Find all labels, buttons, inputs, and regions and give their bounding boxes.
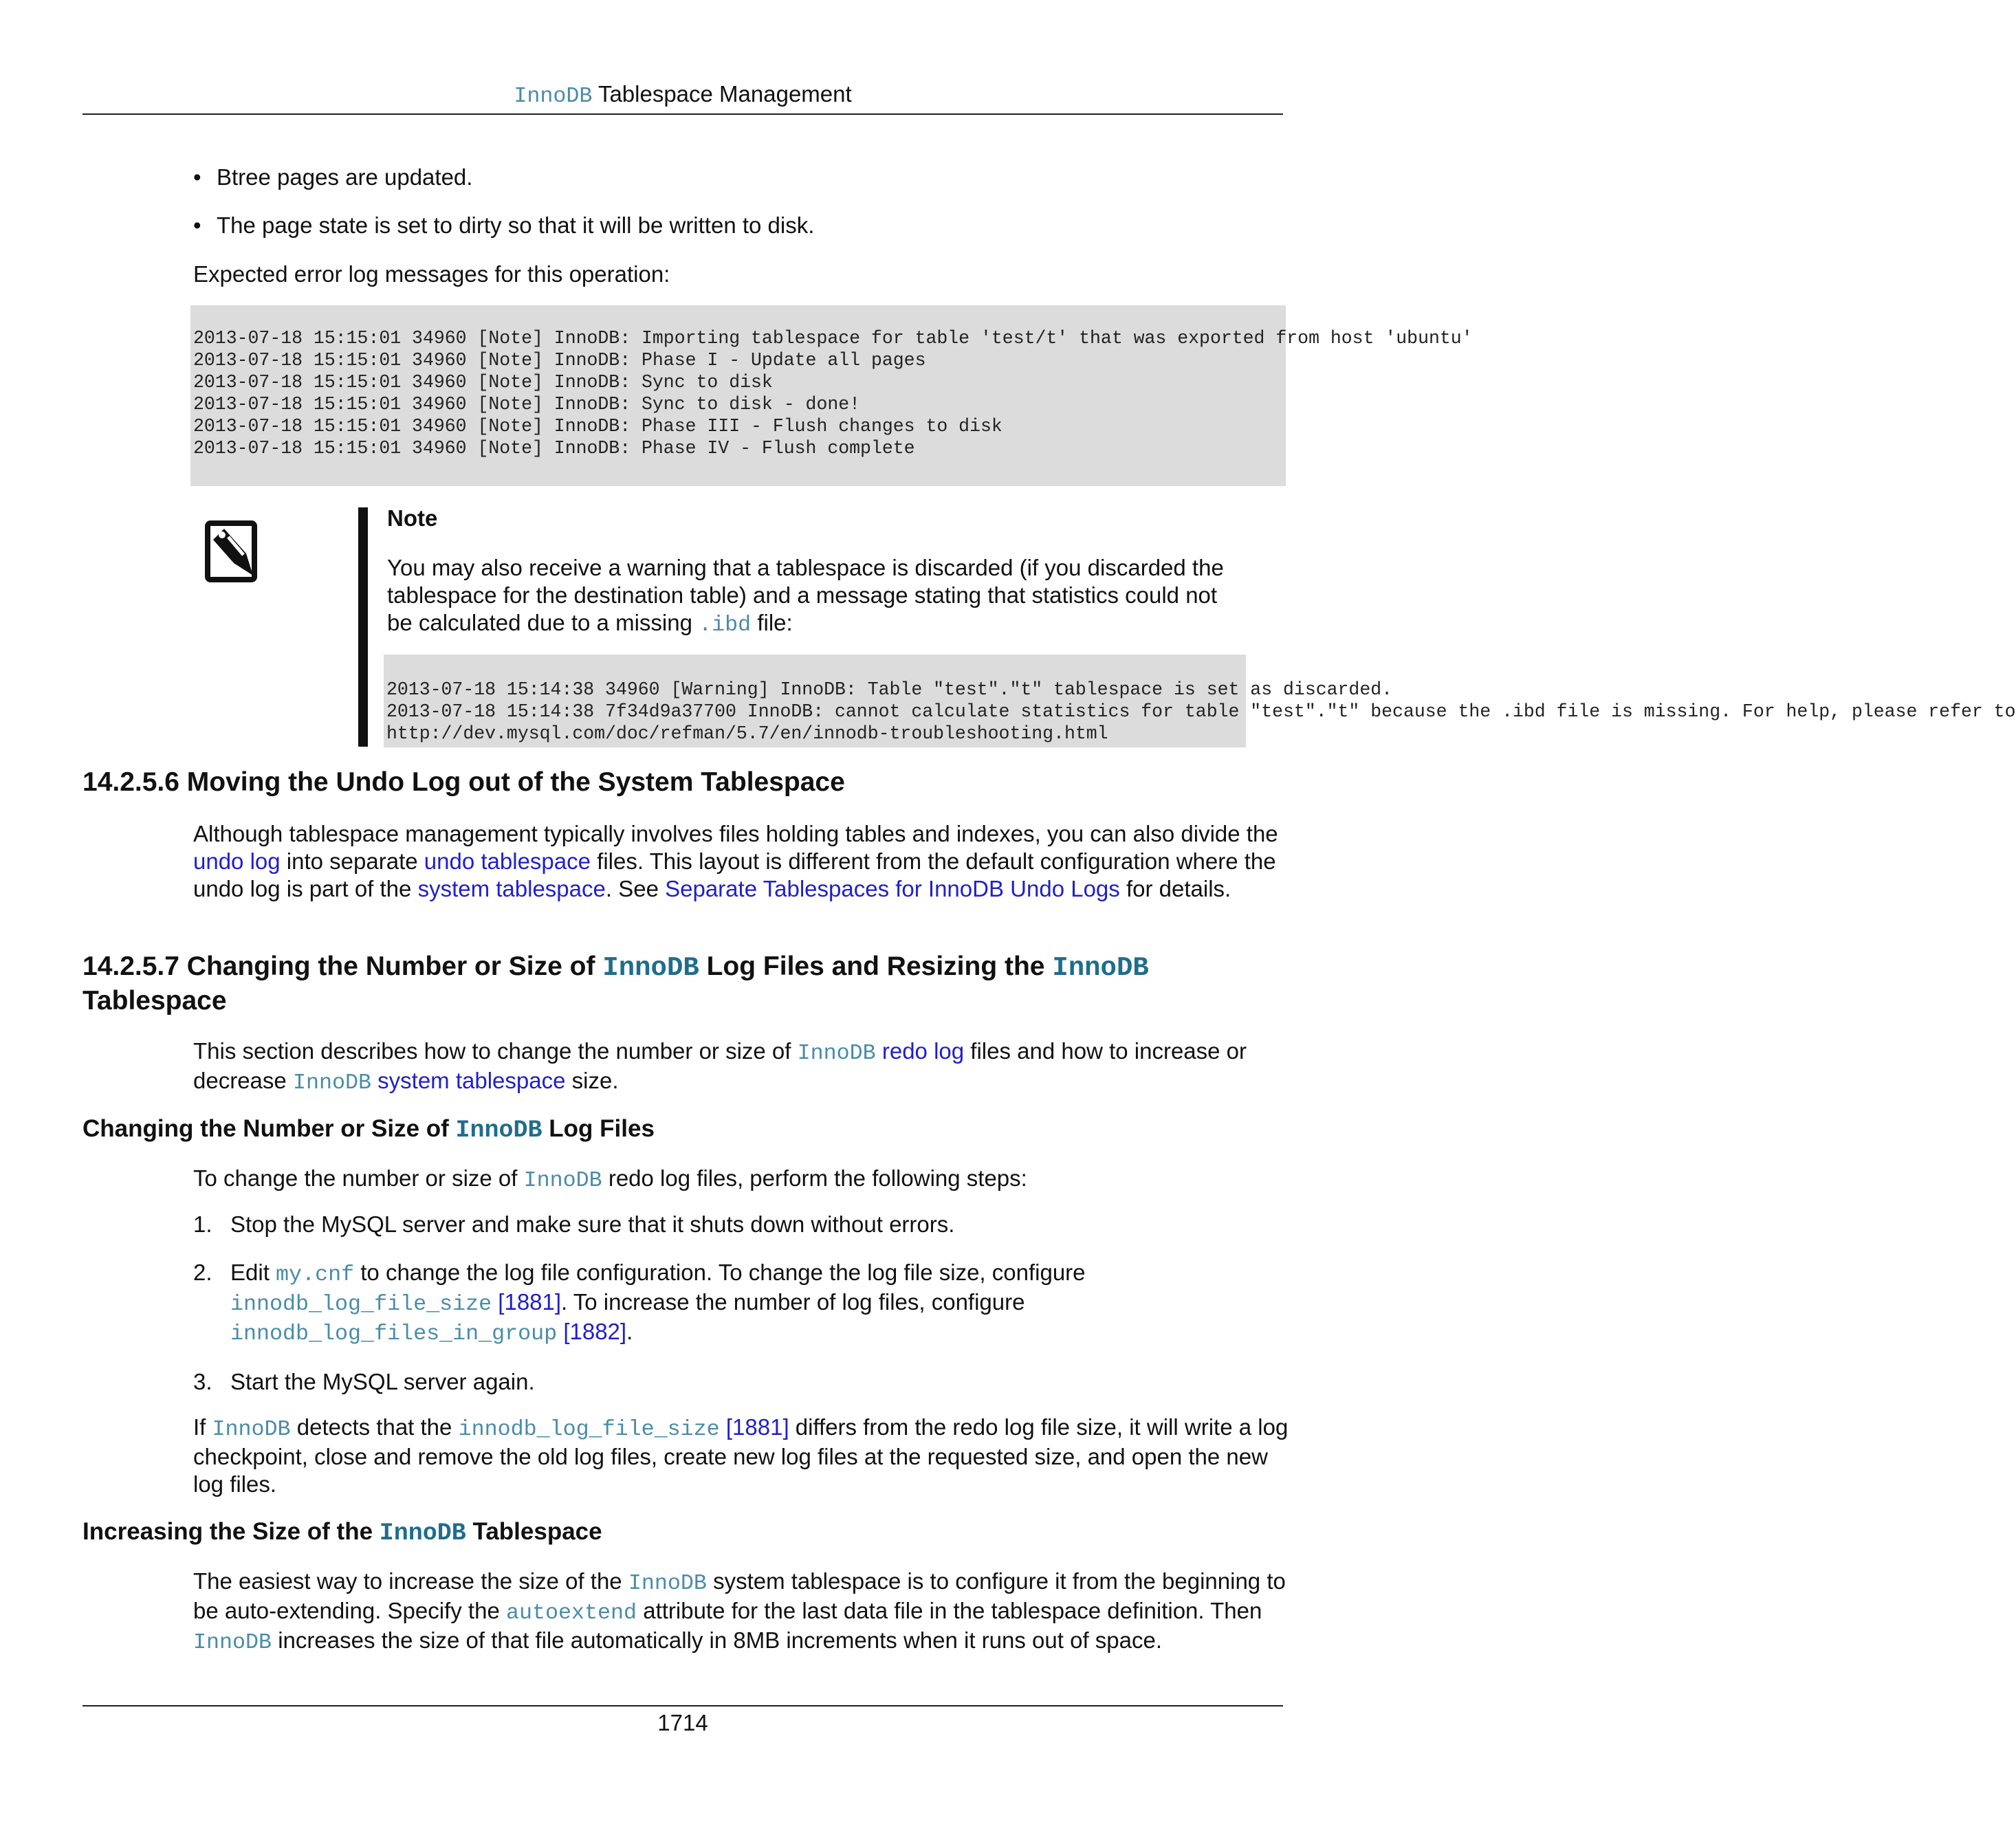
link-separate-tablespaces[interactable]: Separate Tablespaces for InnoDB Undo Logs [665,876,1120,901]
bullet-item: • The page state is set to dirty so that it will be written to disk. [193,212,1266,239]
text: attribute for the last data file in the tablespace definition. Then [643,1598,1262,1623]
step-text: Stop the MySQL server and make sure that it shuts down without errors. [230,1211,955,1237]
header-title: Tablespace Management [598,81,852,107]
step-text: . To increase the number of log files, configure [561,1289,1025,1315]
inline-code: innodb_log_file_size [458,1417,720,1442]
heading-code: InnoDB [1052,953,1149,983]
link-system-tablespace-2[interactable]: system tablespace [377,1068,566,1093]
text: Although tablespace management typically involves files holding tables and indexes, you can also divide the [193,821,1278,846]
link-redo-log[interactable]: redo log [881,1038,965,1064]
text: files and how to increase or decrease [193,1038,1247,1093]
heading-text: Log Files [549,1115,655,1142]
expected-label: Expected error log messages for this operation: [193,261,670,287]
inline-code: InnoDB [628,1571,707,1596]
step-item [193,1211,1266,1238]
text: system tablespace is to configure it from the beginning to be auto-extending. Specify the [193,1568,1286,1623]
heading-code: InnoDB [379,1519,466,1547]
log-files-intro-paragraph [193,1038,1293,1097]
note-text-part: You may also receive a warning that a tablespace is discarded (if you discarded the tablespace for the destination table) and a message stating that statistics could not be calculated due to a missing [387,555,1224,635]
inline-code: autoextend [505,1601,637,1625]
heading-text: Log Files and Resizing the [706,952,1045,981]
text: redo log files, perform the following steps: [608,1165,1027,1191]
step-item [193,1259,1266,1348]
inline-code: InnoDB [193,1630,272,1655]
running-header [83,81,1283,109]
steps-list [193,1211,1266,1416]
link-ref-1882[interactable]: [1882] [563,1319,627,1344]
link-ref-1881[interactable]: [1881] [498,1289,562,1315]
page-number: 1714 [657,1710,708,1735]
heading-text: Increasing the Size of the [83,1518,373,1545]
link-undo-log[interactable]: undo log [193,848,281,874]
text: To change the number or size of [193,1165,518,1191]
text: detects that the [296,1414,452,1440]
step-text: . [626,1319,633,1344]
heading-text: 14.2.5.7 Changing the Number or Size of [83,952,595,981]
note-code-block [384,655,2016,747]
text: The easiest way to increase the size of the [193,1568,622,1594]
text: increases the size of that file automatically in 8MB increments when it runs out of space. [278,1627,1163,1653]
text: into separate [286,848,418,874]
text: . See [605,876,659,901]
text: differs from the redo log file size, it will write a log checkpoint, close and remove the old log files, create new log files at the requested size, and open the new log files. [193,1414,1289,1497]
note-side-bar [358,507,368,747]
step-text: Edit [230,1260,270,1285]
text: If [193,1414,206,1440]
section-heading-log-files [83,950,1293,1018]
step-text: Start the MySQL server again. [230,1369,535,1394]
step-text: to change the log file configuration. To change the log file size, configure [360,1260,1086,1285]
heading-text: Tablespace [83,986,227,1016]
undo-log-paragraph [193,820,1293,903]
header-code: InnoDB [514,84,593,109]
log-code-text: 2013-07-18 15:15:01 34960 [Note] InnoDB: Importing tablespace for table 'test/t' that was exported from host 'ubuntu' 2013-07-18 15:15:01 34960 [Note] InnoDB: Phase I - Update all pages 2013-07-18 15:15:01 34960 [Note] InnoDB: Sync to disk 2013-07-18 15:15:01 34960 [Note] InnoDB: Sync to disk - done! 2013-07-18 15:15:01 34960 [Note] InnoDB: Phase III - Flush changes to disk 2013-07-18 15:15:01 34960 [Note] InnoDB: Phase IV - Flush complete [193,328,1473,459]
heading-text: Tablespace [472,1518,602,1545]
inline-code: my.cnf [276,1262,355,1287]
log-files-steps-intro [193,1165,1293,1194]
text: This section describes how to change the number or size of [193,1038,791,1064]
inline-code: innodb_log_file_size [230,1292,492,1317]
bullet-list [193,164,1266,260]
inline-code: InnoDB [523,1168,602,1193]
section-heading-undo-log: 14.2.5.6 Moving the Undo Log out of the System Tablespace [83,767,845,797]
heading-code: InnoDB [455,1117,543,1144]
increase-tablespace-paragraph [193,1568,1293,1656]
heading-text: Changing the Number or Size of [83,1115,449,1142]
link-undo-tablespace[interactable]: undo tablespace [424,848,591,874]
log-checkpoint-paragraph [193,1414,1293,1498]
note-inline-code: .ibd [699,613,752,637]
note-text-part: file: [757,610,793,635]
inline-code: InnoDB [212,1417,291,1442]
header-rule [83,113,1283,115]
inline-code: innodb_log_files_in_group [230,1321,558,1346]
note-text [387,554,1247,639]
footer-rule [83,1705,1283,1706]
inline-code: InnoDB [292,1071,371,1095]
text: for details. [1126,876,1231,901]
subheading-log-files [83,1114,655,1145]
link-system-tablespace[interactable]: system tablespace [417,876,606,901]
text: files. This layout is different from the default configuration where the undo log is part of the [193,848,1276,901]
note-title: Note [387,505,438,531]
step-item [193,1368,1266,1396]
log-code-block [190,305,1473,486]
bullet-item: • Btree pages are updated. [193,164,1266,191]
heading-code: InnoDB [602,953,699,983]
note-pencil-icon [204,519,265,584]
step-number: 3. [193,1369,212,1394]
text: size. [571,1068,619,1093]
inline-code: InnoDB [797,1041,876,1066]
subheading-increase-tablespace [83,1517,602,1548]
step-number: 2. [193,1260,212,1285]
step-number: 1. [193,1211,212,1237]
note-code-text: 2013-07-18 15:14:38 34960 [Warning] InnoDB: Table "test"."t" tablespace is set as discarded. 2013-07-18 15:14:38 7f34d9a37700 InnoDB: cannot calculate statistics for table "test"."t" because the .ibd file is missing. For help, please refer to http://dev.mysql.com/doc/refman/5.7/en/innodb-troubleshooting.html [386,679,2016,744]
link-ref-1881-2[interactable]: [1881] [725,1414,789,1440]
